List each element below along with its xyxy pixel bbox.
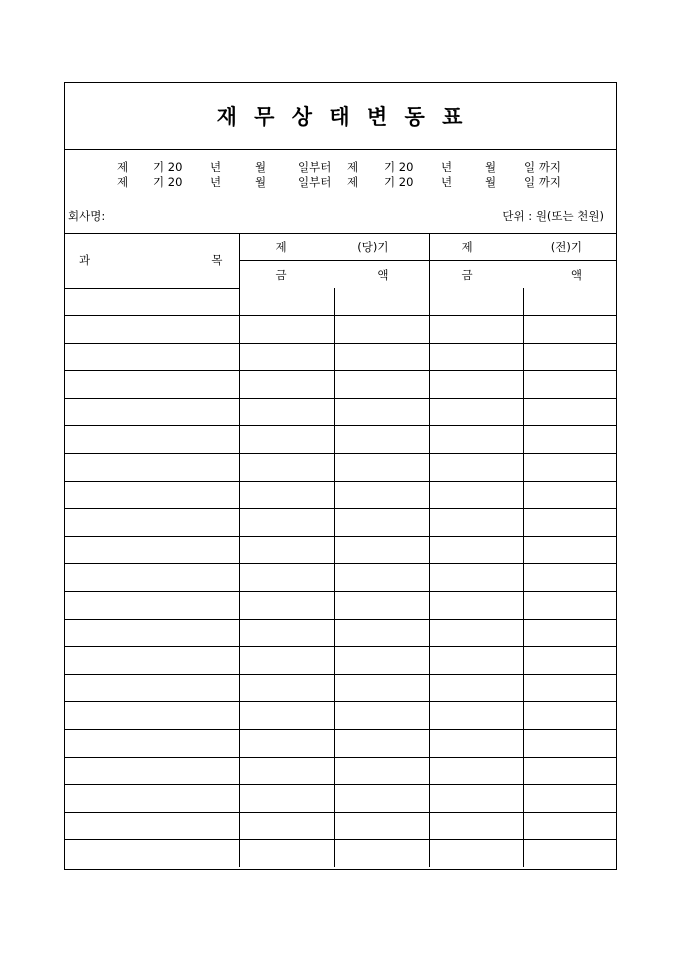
current-amount-cell-b[interactable] xyxy=(334,592,429,620)
account-cell[interactable] xyxy=(65,564,239,592)
current-amount-cell-a[interactable] xyxy=(239,426,334,454)
prior-amount-cell-a[interactable] xyxy=(429,454,523,482)
current-amount-cell-b[interactable] xyxy=(334,730,429,758)
table-row xyxy=(65,536,616,564)
prior-amount-cell-b[interactable] xyxy=(523,398,616,426)
period-gi: 기 20 xyxy=(384,175,414,189)
financial-statement-form xyxy=(64,82,617,870)
account-cell[interactable] xyxy=(65,730,239,758)
prior-amount-cell-b[interactable] xyxy=(523,647,616,675)
table-row xyxy=(65,316,616,344)
current-amount-cell-b[interactable] xyxy=(334,426,429,454)
account-cell[interactable] xyxy=(65,812,239,840)
account-cell[interactable] xyxy=(65,592,239,620)
current-amount-cell-a[interactable] xyxy=(239,702,334,730)
account-cell[interactable] xyxy=(65,398,239,426)
prior-amount-cell-b[interactable] xyxy=(523,371,616,399)
current-amount-cell-b[interactable] xyxy=(334,812,429,840)
period-section xyxy=(65,149,616,234)
table-row xyxy=(65,647,616,675)
prior-amount-header xyxy=(429,261,616,289)
account-cell[interactable] xyxy=(65,785,239,813)
prior-amount-cell-b[interactable] xyxy=(523,536,616,564)
prior-amount-cell-b[interactable] xyxy=(523,619,616,647)
account-header-right: 목 xyxy=(211,253,223,268)
period-je: 제 xyxy=(117,160,129,174)
prior-amount-cell-a[interactable] xyxy=(429,371,523,399)
current-amount-cell-b[interactable] xyxy=(334,785,429,813)
current-amount-cell-a[interactable] xyxy=(239,674,334,702)
table-row xyxy=(65,619,616,647)
prior-amount-cell-a[interactable] xyxy=(429,509,523,537)
account-header xyxy=(65,233,239,288)
table-row xyxy=(65,398,616,426)
statement-table xyxy=(65,233,616,867)
table-row xyxy=(65,371,616,399)
table-row xyxy=(65,592,616,620)
current-amount-cell-a[interactable] xyxy=(239,509,334,537)
current-amount-cell-b[interactable] xyxy=(334,757,429,785)
table-row xyxy=(65,564,616,592)
company-name-label: 회사명: xyxy=(68,209,106,223)
period-gi: 기 20 xyxy=(384,160,414,174)
prior-amount-cell-b[interactable] xyxy=(523,481,616,509)
current-amount-cell-b[interactable] xyxy=(334,536,429,564)
current-amount-cell-a[interactable] xyxy=(239,536,334,564)
unit-label: 단위 : 원(또는 천원) xyxy=(502,209,604,223)
account-cell[interactable] xyxy=(65,509,239,537)
period-wol: 월 xyxy=(255,160,267,174)
prior-period-header xyxy=(429,233,616,261)
current-amount-right: 액 xyxy=(377,267,389,282)
account-cell[interactable] xyxy=(65,674,239,702)
period-line-2 xyxy=(65,174,616,188)
table-row xyxy=(65,785,616,813)
account-cell[interactable] xyxy=(65,343,239,371)
prior-amount-right: 액 xyxy=(570,267,582,282)
period-nyeon: 년 xyxy=(210,175,222,189)
table-row xyxy=(65,288,616,316)
account-cell[interactable] xyxy=(65,316,239,344)
table-row xyxy=(65,509,616,537)
account-header-left: 과 xyxy=(79,253,91,268)
prior-amount-cell-a[interactable] xyxy=(429,398,523,426)
prior-amount-cell-a[interactable] xyxy=(429,592,523,620)
prior-amount-cell-a[interactable] xyxy=(429,674,523,702)
current-amount-left: 금 xyxy=(275,267,287,282)
prior-amount-left: 금 xyxy=(461,267,473,282)
table-row xyxy=(65,702,616,730)
current-amount-cell-a[interactable] xyxy=(239,371,334,399)
current-amount-cell-a[interactable] xyxy=(239,647,334,675)
period-je: 제 xyxy=(117,175,129,189)
prior-period-label: (전)기 xyxy=(550,239,582,254)
current-amount-cell-b[interactable] xyxy=(334,316,429,344)
prior-amount-cell-b[interactable] xyxy=(523,730,616,758)
current-amount-cell-b[interactable] xyxy=(334,619,429,647)
prior-amount-cell-b[interactable] xyxy=(523,757,616,785)
current-amount-cell-b[interactable] xyxy=(334,371,429,399)
prior-amount-cell-a[interactable] xyxy=(429,564,523,592)
period-gi: 기 20 xyxy=(153,175,183,189)
period-je: 제 xyxy=(347,160,359,174)
period-wol: 월 xyxy=(255,175,267,189)
current-amount-cell-a[interactable] xyxy=(239,757,334,785)
current-amount-cell-b[interactable] xyxy=(334,288,429,316)
prior-amount-cell-b[interactable] xyxy=(523,288,616,316)
current-amount-cell-b[interactable] xyxy=(334,674,429,702)
current-amount-cell-b[interactable] xyxy=(334,647,429,675)
period-nyeon: 년 xyxy=(210,160,222,174)
current-amount-cell-b[interactable] xyxy=(334,702,429,730)
current-period-je: 제 xyxy=(275,239,287,254)
current-amount-cell-b[interactable] xyxy=(334,454,429,482)
prior-amount-cell-a[interactable] xyxy=(429,536,523,564)
current-amount-cell-b[interactable] xyxy=(334,343,429,371)
account-cell[interactable] xyxy=(65,426,239,454)
current-amount-cell-b[interactable] xyxy=(334,509,429,537)
header-row-1 xyxy=(65,233,616,261)
period-nyeon: 년 xyxy=(441,175,453,189)
prior-amount-cell-a[interactable] xyxy=(429,288,523,316)
current-amount-header xyxy=(239,261,429,289)
prior-amount-cell-a[interactable] xyxy=(429,316,523,344)
account-cell[interactable] xyxy=(65,536,239,564)
period-to: 일 까지 xyxy=(524,175,561,189)
table-row xyxy=(65,757,616,785)
current-amount-cell-a[interactable] xyxy=(239,288,334,316)
title-section xyxy=(65,83,616,150)
account-cell[interactable] xyxy=(65,371,239,399)
account-cell[interactable] xyxy=(65,702,239,730)
table-row xyxy=(65,343,616,371)
period-gi: 기 20 xyxy=(153,160,183,174)
table-row xyxy=(65,481,616,509)
current-amount-cell-a[interactable] xyxy=(239,398,334,426)
prior-amount-cell-a[interactable] xyxy=(429,812,523,840)
prior-amount-cell-b[interactable] xyxy=(523,785,616,813)
prior-amount-cell-a[interactable] xyxy=(429,619,523,647)
account-cell[interactable] xyxy=(65,481,239,509)
current-amount-cell-a[interactable] xyxy=(239,619,334,647)
current-amount-cell-a[interactable] xyxy=(239,592,334,620)
prior-amount-cell-b[interactable] xyxy=(523,454,616,482)
period-from: 일부터 xyxy=(298,160,332,174)
period-to: 일 까지 xyxy=(524,160,561,174)
prior-amount-cell-b[interactable] xyxy=(523,564,616,592)
current-amount-cell-b[interactable] xyxy=(334,481,429,509)
prior-amount-cell-a[interactable] xyxy=(429,785,523,813)
table-row xyxy=(65,674,616,702)
current-amount-cell-a[interactable] xyxy=(239,454,334,482)
prior-amount-cell-a[interactable] xyxy=(429,702,523,730)
period-line-1 xyxy=(65,159,616,173)
current-amount-cell-a[interactable] xyxy=(239,840,334,867)
account-cell[interactable] xyxy=(65,454,239,482)
prior-amount-cell-a[interactable] xyxy=(429,481,523,509)
current-period-header xyxy=(239,233,429,261)
current-amount-cell-a[interactable] xyxy=(239,812,334,840)
prior-amount-cell-b[interactable] xyxy=(523,509,616,537)
account-cell[interactable] xyxy=(65,647,239,675)
account-cell[interactable] xyxy=(65,840,239,867)
current-amount-cell-a[interactable] xyxy=(239,343,334,371)
prior-amount-cell-b[interactable] xyxy=(523,840,616,867)
period-wol: 월 xyxy=(485,175,497,189)
table-row xyxy=(65,840,616,867)
current-amount-cell-b[interactable] xyxy=(334,398,429,426)
account-cell[interactable] xyxy=(65,288,239,316)
prior-amount-cell-a[interactable] xyxy=(429,647,523,675)
prior-amount-cell-b[interactable] xyxy=(523,592,616,620)
table-row xyxy=(65,730,616,758)
prior-amount-cell-b[interactable] xyxy=(523,674,616,702)
table-row xyxy=(65,454,616,482)
current-amount-cell-b[interactable] xyxy=(334,564,429,592)
account-cell[interactable] xyxy=(65,619,239,647)
prior-amount-cell-a[interactable] xyxy=(429,343,523,371)
table-row xyxy=(65,426,616,454)
prior-amount-cell-a[interactable] xyxy=(429,730,523,758)
account-cell[interactable] xyxy=(65,757,239,785)
prior-amount-cell-b[interactable] xyxy=(523,702,616,730)
document-title: 재 무 상 태 변 동 표 xyxy=(216,104,465,129)
prior-amount-cell-a[interactable] xyxy=(429,757,523,785)
prior-amount-cell-a[interactable] xyxy=(429,426,523,454)
table-row xyxy=(65,812,616,840)
prior-amount-cell-b[interactable] xyxy=(523,343,616,371)
current-amount-cell-a[interactable] xyxy=(239,564,334,592)
period-wol: 월 xyxy=(485,160,497,174)
prior-amount-cell-b[interactable] xyxy=(523,812,616,840)
current-amount-cell-a[interactable] xyxy=(239,730,334,758)
current-period-label: (당)기 xyxy=(357,239,389,254)
current-amount-cell-a[interactable] xyxy=(239,785,334,813)
current-amount-cell-a[interactable] xyxy=(239,316,334,344)
prior-period-je: 제 xyxy=(461,239,473,254)
current-amount-cell-b[interactable] xyxy=(334,840,429,867)
prior-amount-cell-b[interactable] xyxy=(523,316,616,344)
prior-amount-cell-b[interactable] xyxy=(523,426,616,454)
period-je: 제 xyxy=(347,175,359,189)
current-amount-cell-a[interactable] xyxy=(239,481,334,509)
period-from: 일부터 xyxy=(298,175,332,189)
prior-amount-cell-a[interactable] xyxy=(429,840,523,867)
period-nyeon: 년 xyxy=(441,160,453,174)
